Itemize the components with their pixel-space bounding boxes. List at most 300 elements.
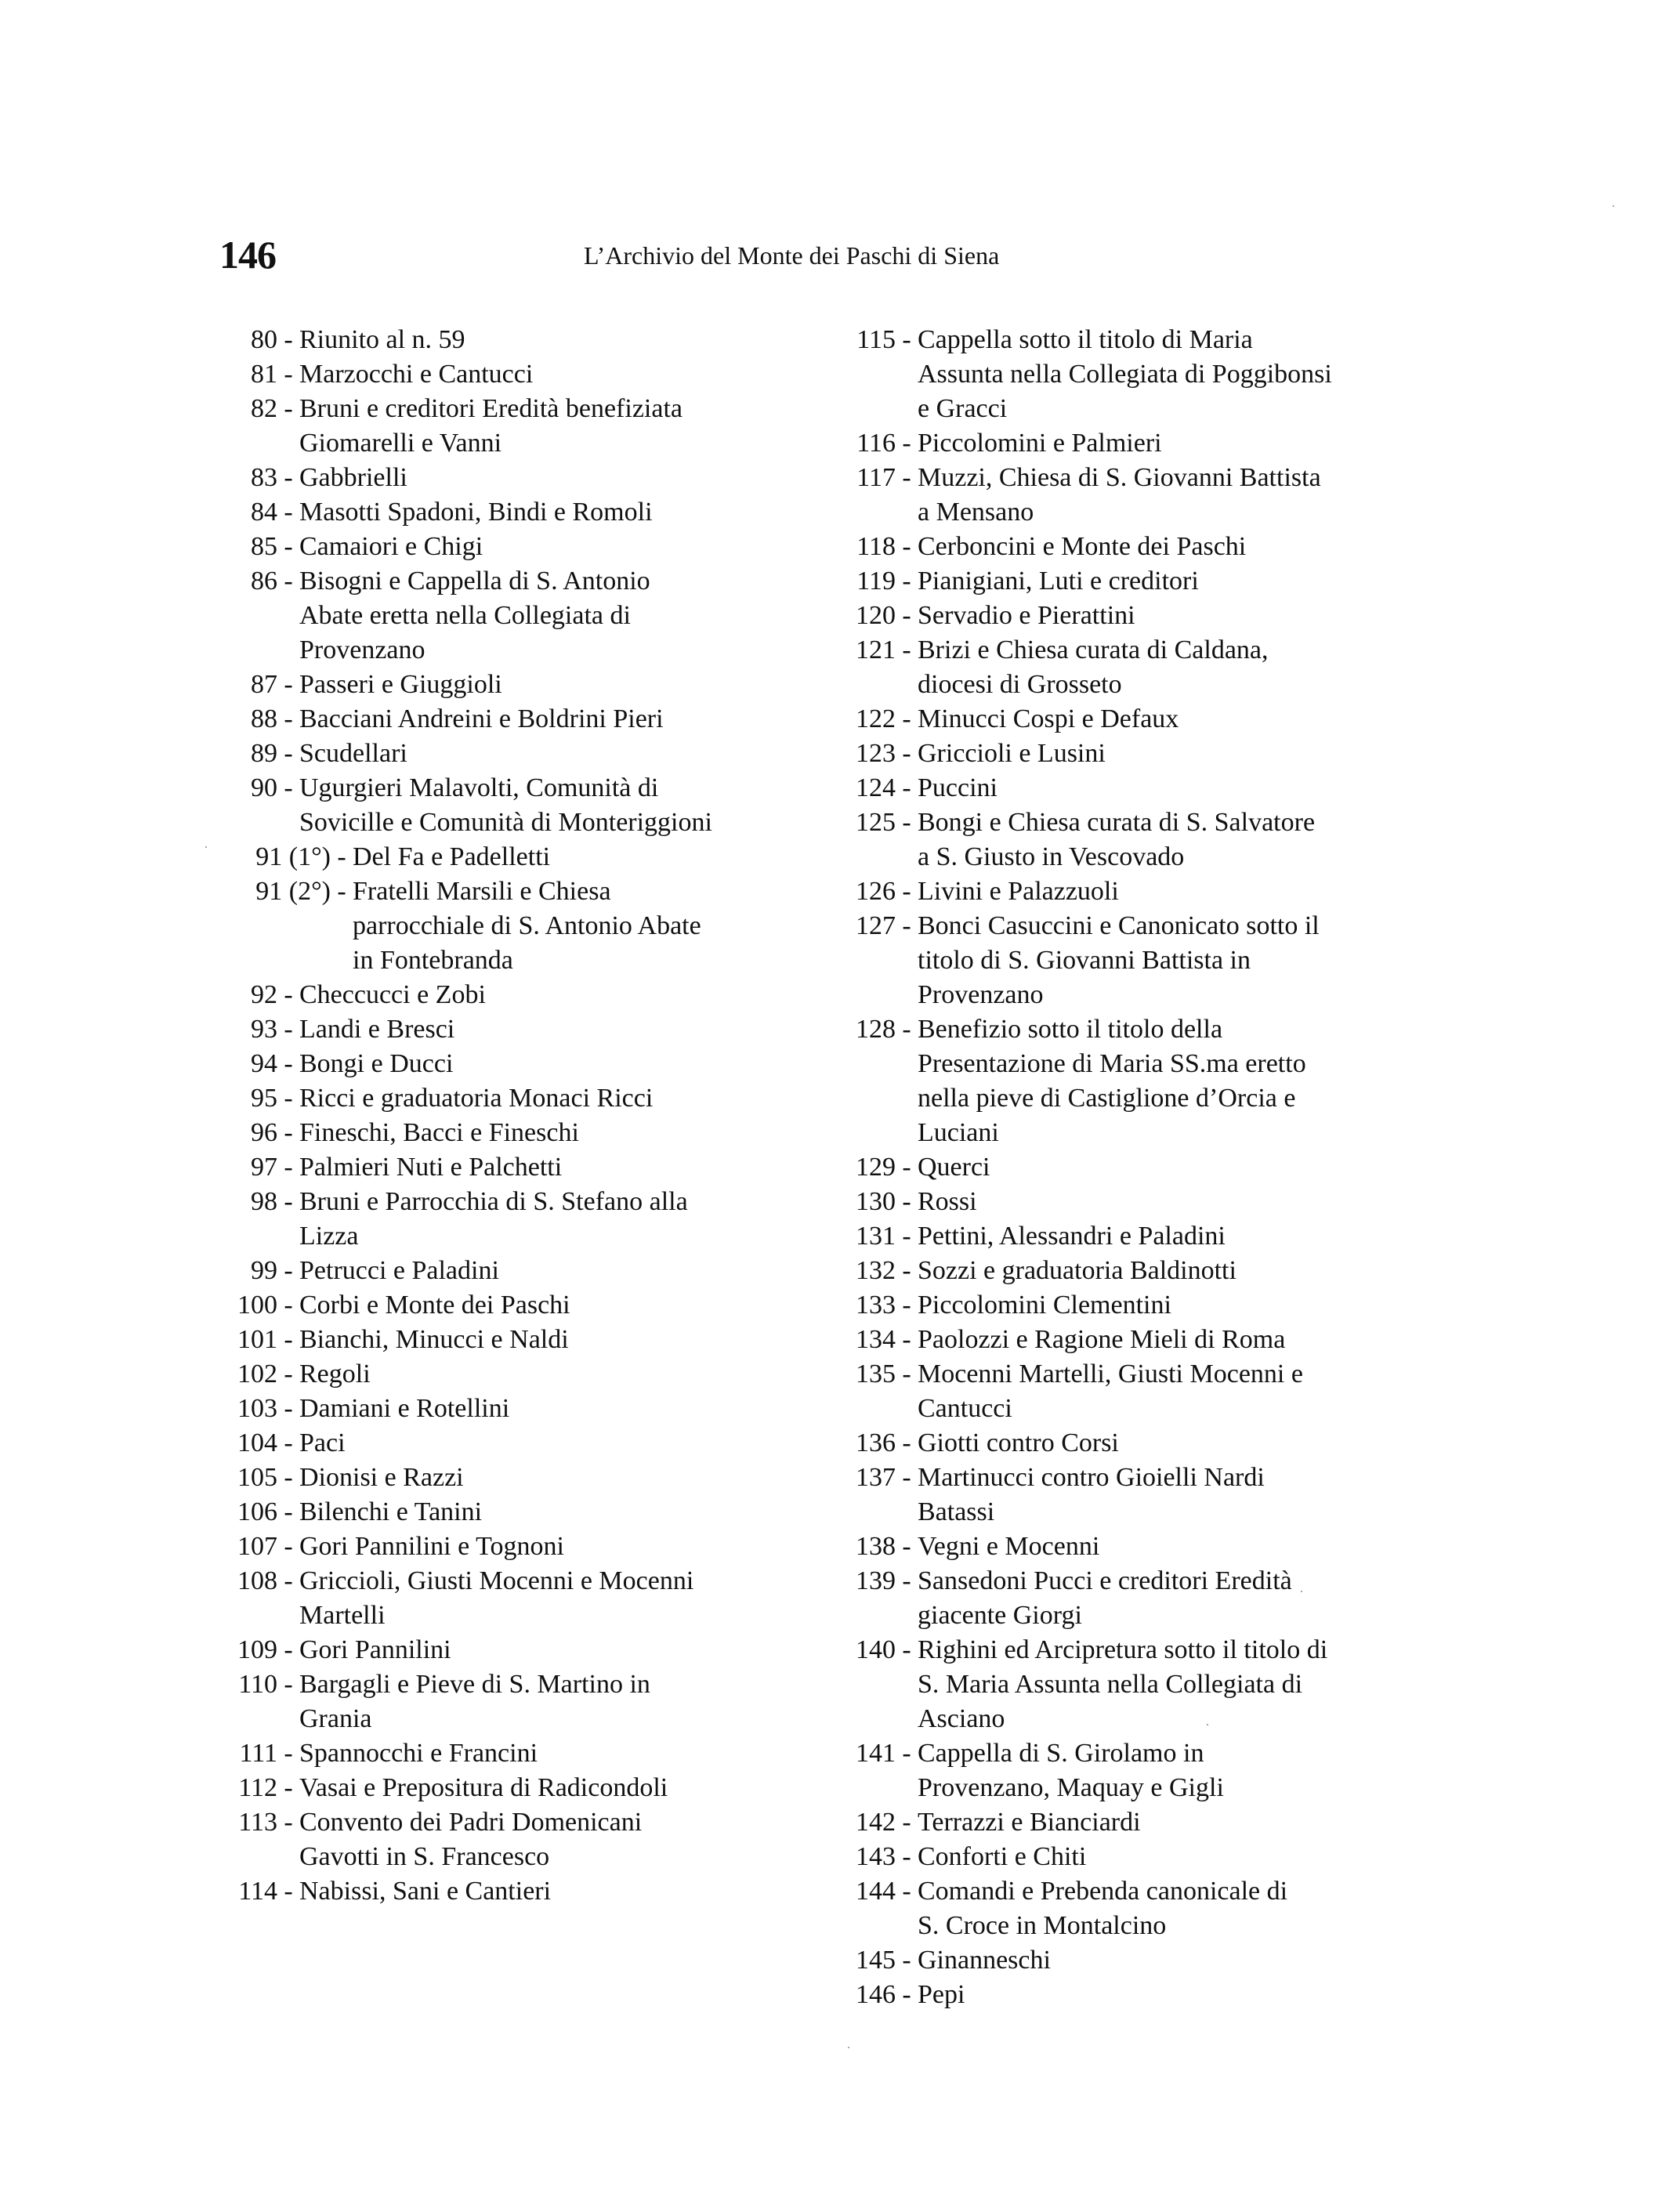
entry-text: Querci xyxy=(918,1153,990,1182)
entry-text: Piccolomini Clementini xyxy=(918,1291,1171,1320)
entry-separator: - xyxy=(902,1153,911,1182)
entry-first-line xyxy=(819,1461,1414,1495)
entry-separator: - xyxy=(902,635,911,664)
entry-first-line xyxy=(819,1323,1414,1357)
entry-separator: - xyxy=(284,1291,293,1320)
entry-first-line xyxy=(819,633,1414,668)
entry-separator: - xyxy=(284,1084,293,1113)
entry-number: 139 xyxy=(856,1566,896,1595)
entry-first-line xyxy=(212,1288,776,1323)
entry-first-line xyxy=(819,1185,1414,1219)
entry-first-line xyxy=(212,1150,776,1185)
list-entry xyxy=(819,1426,1414,1461)
entry-separator: - xyxy=(284,1566,293,1595)
entry-continuation-line: parrocchiale di S. Antonio Abate xyxy=(353,911,701,940)
entry-continuation-line: titolo di S. Giovanni Battista in xyxy=(918,946,1251,975)
entry-number: 91 (2°) xyxy=(255,877,331,906)
entry-text: Martinucci contro Gioielli Nardi xyxy=(918,1463,1265,1492)
entry-number: 118 xyxy=(856,532,896,561)
entry-text: Petrucci e Paladini xyxy=(299,1256,499,1285)
entry-text: Ricci e graduatoria Monaci Ricci xyxy=(299,1084,654,1113)
entry-first-line xyxy=(212,1461,776,1495)
entry-continuation-line: Sovicille e Comunità di Monteriggioni xyxy=(299,808,712,837)
running-title: L’Archivio del Monte dei Paschi di Siena xyxy=(584,241,1000,270)
list-entry xyxy=(212,1185,776,1254)
entry-text: Ginanneschi xyxy=(918,1946,1051,1975)
entry-separator: - xyxy=(284,670,293,699)
list-entry xyxy=(212,1530,776,1564)
list-entry xyxy=(819,1357,1414,1426)
list-entry xyxy=(212,1736,776,1771)
entry-text: Bilenchi e Tanini xyxy=(299,1497,483,1526)
entry-number: 125 xyxy=(856,808,896,837)
entry-text: Cerboncini e Monte dei Paschi xyxy=(918,532,1247,561)
entry-continuation-line: e Gracci xyxy=(918,394,1008,423)
list-entry xyxy=(212,1047,776,1081)
entry-first-line xyxy=(212,1012,776,1047)
list-entry xyxy=(819,1736,1414,1805)
entry-number: 88 xyxy=(251,704,277,733)
list-entry xyxy=(212,771,776,840)
list-entry xyxy=(819,633,1414,702)
entry-number: 111 xyxy=(239,1739,277,1768)
entry-first-line xyxy=(819,1874,1414,1909)
entry-text: Del Fa e Padelletti xyxy=(353,842,551,871)
entry-continuation-line: in Fontebranda xyxy=(353,946,513,975)
entry-number: 142 xyxy=(856,1808,896,1837)
entry-separator: - xyxy=(902,1222,911,1251)
entry-continuation-line: Provenzano xyxy=(918,980,1044,1009)
entry-separator: - xyxy=(902,567,911,596)
entry-separator: - xyxy=(284,1153,293,1182)
list-entry xyxy=(819,909,1414,1012)
entry-text: Servadio e Pierattini xyxy=(918,601,1135,630)
list-entry xyxy=(212,702,776,737)
entry-continuation-line: Grania xyxy=(299,1704,372,1733)
entry-text: Giotti contro Corsi xyxy=(918,1428,1119,1457)
entry-text: Conforti e Chiti xyxy=(918,1842,1087,1871)
entry-text: Benefizio sotto il titolo della xyxy=(918,1015,1223,1044)
list-entry xyxy=(212,392,776,461)
entry-first-line xyxy=(212,357,776,392)
entry-first-line xyxy=(212,392,776,426)
entry-number: 109 xyxy=(237,1635,277,1664)
entry-first-line xyxy=(212,323,776,357)
entry-text: Damiani e Rotellini xyxy=(299,1394,510,1423)
entry-number: 127 xyxy=(856,911,896,940)
list-entry xyxy=(819,1012,1414,1150)
list-entry xyxy=(212,1150,776,1185)
entry-separator: - xyxy=(284,463,293,492)
entry-first-line xyxy=(819,1633,1414,1667)
entry-separator: - xyxy=(902,808,911,837)
entry-text: Vegni e Mocenni xyxy=(918,1532,1100,1561)
entry-separator: - xyxy=(902,1325,911,1354)
entry-number: 137 xyxy=(856,1463,896,1492)
entry-number: 144 xyxy=(856,1877,896,1906)
entry-number: 83 xyxy=(251,463,277,492)
list-entry xyxy=(212,357,776,392)
entry-text: Rossi xyxy=(918,1187,977,1216)
entry-separator: - xyxy=(284,1256,293,1285)
entry-text: Minucci Cospi e Defaux xyxy=(918,704,1179,733)
entry-text: Gori Pannilini e Tognoni xyxy=(299,1532,564,1561)
entry-separator: - xyxy=(284,1463,293,1492)
entry-separator: - xyxy=(902,1463,911,1492)
entry-number: 141 xyxy=(856,1739,896,1768)
entry-text: Palmieri Nuti e Palchetti xyxy=(299,1153,563,1182)
list-entry xyxy=(819,564,1414,599)
entry-separator: - xyxy=(284,1773,293,1802)
list-entry xyxy=(819,1874,1414,1943)
list-entry xyxy=(819,1978,1414,2012)
entry-first-line xyxy=(819,874,1414,909)
entry-continuation-line: Gavotti in S. Francesco xyxy=(299,1842,550,1871)
entry-first-line xyxy=(212,1530,776,1564)
scan-speck xyxy=(205,846,207,848)
entry-number: 126 xyxy=(856,877,896,906)
entry-number: 107 xyxy=(237,1532,277,1561)
entry-first-line xyxy=(819,599,1414,633)
entry-continuation-line: S. Maria Assunta nella Collegiata di xyxy=(918,1670,1303,1699)
entry-text: Bongi e Ducci xyxy=(299,1049,454,1078)
entry-separator: - xyxy=(902,1566,911,1595)
entry-number: 82 xyxy=(251,394,277,423)
entry-separator: - xyxy=(284,498,293,527)
entry-text: Livini e Palazzuoli xyxy=(918,877,1119,906)
list-entry xyxy=(212,1461,776,1495)
entry-separator: - xyxy=(284,1325,293,1354)
entry-number: 95 xyxy=(251,1084,277,1113)
entry-text: Marzocchi e Cantucci xyxy=(299,360,534,389)
list-entry xyxy=(212,461,776,495)
entry-text: Brizi e Chiesa curata di Caldana, xyxy=(918,635,1269,664)
entry-number: 94 xyxy=(251,1049,277,1078)
list-entry xyxy=(819,874,1414,909)
entry-text: Fineschi, Bacci e Fineschi xyxy=(299,1118,579,1147)
entry-text: Masotti Spadoni, Bindi e Romoli xyxy=(299,498,653,527)
scan-speck xyxy=(1301,1591,1302,1592)
scan-speck xyxy=(1207,1724,1208,1725)
entry-number: 140 xyxy=(856,1635,896,1664)
list-entry xyxy=(819,530,1414,564)
entry-number: 89 xyxy=(251,739,277,768)
entry-first-line xyxy=(819,702,1414,737)
entry-separator: - xyxy=(284,1532,293,1561)
list-entry xyxy=(819,1461,1414,1530)
entry-first-line xyxy=(819,1012,1414,1047)
list-entry xyxy=(819,1564,1414,1633)
entry-first-line xyxy=(212,530,776,564)
entry-separator: - xyxy=(902,1635,911,1664)
entry-separator: - xyxy=(284,1739,293,1768)
entry-number: 130 xyxy=(856,1187,896,1216)
entry-separator: - xyxy=(902,532,911,561)
entry-first-line xyxy=(212,1564,776,1598)
entry-first-line xyxy=(819,530,1414,564)
entry-first-line xyxy=(212,1116,776,1150)
entry-first-line xyxy=(819,1564,1414,1598)
entry-separator: - xyxy=(902,325,911,354)
list-entry xyxy=(819,461,1414,530)
entry-number: 116 xyxy=(856,429,896,458)
entry-first-line xyxy=(212,702,776,737)
entry-separator: - xyxy=(284,1015,293,1044)
entry-text: Paci xyxy=(299,1428,346,1457)
entry-number: 143 xyxy=(856,1842,896,1871)
entry-first-line xyxy=(212,461,776,495)
list-entry xyxy=(819,1254,1414,1288)
entry-number: 117 xyxy=(856,463,896,492)
list-entry xyxy=(212,564,776,668)
entry-separator: - xyxy=(337,877,346,906)
list-entry xyxy=(212,840,776,874)
entry-first-line xyxy=(212,737,776,771)
entry-continuation-line: Assunta nella Collegiata di Poggibonsi xyxy=(918,360,1332,389)
entry-separator: - xyxy=(902,1946,911,1975)
entry-continuation-line: Asciano xyxy=(918,1704,1005,1733)
list-entry xyxy=(819,1219,1414,1254)
entry-number: 86 xyxy=(251,567,277,596)
entry-first-line xyxy=(212,874,776,909)
entry-first-line xyxy=(819,323,1414,357)
entry-number: 110 xyxy=(238,1670,277,1699)
entry-number: 99 xyxy=(251,1256,277,1285)
entry-text: Sozzi e graduatoria Baldinotti xyxy=(918,1256,1236,1285)
entry-number: 132 xyxy=(856,1256,896,1285)
entry-text: Bisogni e Cappella di S. Antonio xyxy=(299,567,650,596)
entry-text: Bongi e Chiesa curata di S. Salvatore xyxy=(918,808,1316,837)
entry-number: 119 xyxy=(856,567,896,596)
entry-separator: - xyxy=(284,1497,293,1526)
entry-continuation-line: Presentazione di Maria SS.ma eretto xyxy=(918,1049,1306,1078)
list-entry xyxy=(212,668,776,702)
entry-separator: - xyxy=(902,739,911,768)
entry-first-line xyxy=(819,909,1414,943)
entry-text: Cappella di S. Girolamo in xyxy=(918,1739,1204,1768)
entry-first-line xyxy=(212,564,776,599)
list-entry xyxy=(819,1185,1414,1219)
entry-number: 96 xyxy=(251,1118,277,1147)
entry-text: Regoli xyxy=(299,1359,371,1388)
list-entry xyxy=(212,1564,776,1633)
entry-separator: - xyxy=(902,773,911,802)
entry-first-line xyxy=(212,1357,776,1392)
entry-first-line xyxy=(212,1874,776,1909)
entry-text: Spannocchi e Francini xyxy=(299,1739,538,1768)
entry-text: Convento dei Padri Domenicani xyxy=(299,1808,643,1837)
entry-number: 113 xyxy=(238,1808,277,1837)
entry-text: Camaiori e Chigi xyxy=(299,532,483,561)
list-entry xyxy=(212,1357,776,1392)
entry-text: Passeri e Giuggioli xyxy=(299,670,502,699)
entry-text: Pepi xyxy=(918,1980,965,2009)
entry-number: 133 xyxy=(856,1291,896,1320)
entry-text: Landi e Bresci xyxy=(299,1015,455,1044)
entry-first-line xyxy=(819,806,1414,840)
entry-first-line xyxy=(819,564,1414,599)
entry-separator: - xyxy=(284,1359,293,1388)
entry-number: 101 xyxy=(237,1325,277,1354)
entry-first-line xyxy=(819,1530,1414,1564)
entry-number: 85 xyxy=(251,532,277,561)
entry-separator: - xyxy=(902,1842,911,1871)
entry-first-line xyxy=(819,1219,1414,1254)
entry-continuation-line: nella pieve di Castiglione d’Orcia e xyxy=(918,1084,1296,1113)
entry-number: 103 xyxy=(237,1394,277,1423)
entry-first-line xyxy=(212,1323,776,1357)
entry-first-line xyxy=(212,1667,776,1702)
scan-speck xyxy=(848,2047,849,2048)
entry-separator: - xyxy=(902,877,911,906)
entry-first-line xyxy=(819,1840,1414,1874)
entry-text: Bianchi, Minucci e Naldi xyxy=(299,1325,569,1354)
page-number: 146 xyxy=(219,233,276,277)
entry-first-line xyxy=(819,1978,1414,2012)
entry-number: 104 xyxy=(237,1428,277,1457)
list-entry xyxy=(819,771,1414,806)
entry-first-line xyxy=(212,1633,776,1667)
entry-separator: - xyxy=(902,1015,911,1044)
list-entry xyxy=(212,1323,776,1357)
entry-number: 145 xyxy=(856,1946,896,1975)
entry-text: Piccolomini e Palmieri xyxy=(918,429,1162,458)
entry-number: 138 xyxy=(856,1532,896,1561)
entry-first-line xyxy=(212,1254,776,1288)
entry-number: 84 xyxy=(251,498,277,527)
entry-text: Righini ed Arcipretura sotto il titolo di xyxy=(918,1635,1328,1664)
entry-text: Gabbrielli xyxy=(299,463,407,492)
entry-number: 100 xyxy=(237,1291,277,1320)
entry-number: 128 xyxy=(856,1015,896,1044)
entry-first-line xyxy=(819,1254,1414,1288)
entry-separator: - xyxy=(902,911,911,940)
entry-continuation-line: a S. Giusto in Vescovado xyxy=(918,842,1185,871)
entry-text: Sansedoni Pucci e creditori Eredità xyxy=(918,1566,1292,1595)
list-entry xyxy=(212,1426,776,1461)
list-entry xyxy=(212,978,776,1012)
list-entry xyxy=(819,1633,1414,1736)
entry-text: Pianigiani, Luti e creditori xyxy=(918,567,1199,596)
entry-separator: - xyxy=(337,842,346,871)
entry-separator: - xyxy=(902,704,911,733)
entry-separator: - xyxy=(902,429,911,458)
entry-number: 98 xyxy=(251,1187,277,1216)
entry-separator: - xyxy=(284,1877,293,1906)
list-entry xyxy=(819,599,1414,633)
entry-separator: - xyxy=(902,1291,911,1320)
entry-separator: - xyxy=(284,1635,293,1664)
entry-separator: - xyxy=(902,1187,911,1216)
list-entry xyxy=(212,530,776,564)
entry-separator: - xyxy=(902,601,911,630)
entry-number: 120 xyxy=(856,601,896,630)
entry-first-line xyxy=(212,1495,776,1530)
entry-number: 114 xyxy=(238,1877,277,1906)
entry-number: 115 xyxy=(856,325,896,354)
list-entry xyxy=(212,737,776,771)
entry-continuation-line: S. Croce in Montalcino xyxy=(918,1911,1167,1940)
entry-number: 87 xyxy=(251,670,277,699)
entry-text: Bruni e Parrocchia di S. Stefano alla xyxy=(299,1187,688,1216)
list-entry xyxy=(212,1805,776,1874)
entry-number: 146 xyxy=(856,1980,896,2009)
list-entry xyxy=(212,495,776,530)
entry-text: Cappella sotto il titolo di Maria xyxy=(918,325,1253,354)
list-entry xyxy=(819,1150,1414,1185)
entry-separator: - xyxy=(902,1739,911,1768)
list-entry xyxy=(819,1288,1414,1323)
entry-continuation-line: giacente Giorgi xyxy=(918,1601,1082,1630)
entry-number: 108 xyxy=(237,1566,277,1595)
entry-text: Comandi e Prebenda canonicale di xyxy=(918,1877,1288,1906)
entry-number: 91 (1°) xyxy=(255,842,331,871)
list-entry xyxy=(212,1874,776,1909)
right-column xyxy=(819,323,1414,2012)
list-entry xyxy=(212,1012,776,1047)
entry-first-line xyxy=(212,495,776,530)
entry-continuation-line: diocesi di Grosseto xyxy=(918,670,1122,699)
entry-first-line xyxy=(819,771,1414,806)
entry-text: Bacciani Andreini e Boldrini Pieri xyxy=(299,704,664,733)
entry-continuation-line: Batassi xyxy=(918,1497,995,1526)
entry-number: 93 xyxy=(251,1015,277,1044)
entry-number: 81 xyxy=(251,360,277,389)
entry-number: 90 xyxy=(251,773,277,802)
entry-continuation-line: Provenzano xyxy=(299,635,425,664)
entry-first-line xyxy=(212,1426,776,1461)
entry-first-line xyxy=(819,1736,1414,1771)
entry-separator: - xyxy=(284,773,293,802)
entry-first-line xyxy=(819,1943,1414,1978)
entry-first-line xyxy=(212,840,776,874)
entry-text: Vasai e Prepositura di Radicondoli xyxy=(299,1773,668,1802)
list-entry xyxy=(819,323,1414,426)
entry-separator: - xyxy=(284,394,293,423)
list-entry xyxy=(819,806,1414,874)
entry-continuation-line: Martelli xyxy=(299,1601,386,1630)
entry-first-line xyxy=(212,978,776,1012)
entry-text: Scudellari xyxy=(299,739,407,768)
entry-text: Ugurgieri Malavolti, Comunità di xyxy=(299,773,659,802)
list-entry xyxy=(212,1392,776,1426)
entry-number: 123 xyxy=(856,739,896,768)
entry-separator: - xyxy=(902,1428,911,1457)
entry-text: Gori Pannilini xyxy=(299,1635,451,1664)
list-entry xyxy=(212,1288,776,1323)
entry-number: 106 xyxy=(237,1497,277,1526)
entry-text: Corbi e Monte dei Paschi xyxy=(299,1291,570,1320)
entry-number: 122 xyxy=(856,704,896,733)
entry-text: Riunito al n. 59 xyxy=(299,325,465,354)
entry-text: Bargagli e Pieve di S. Martino in xyxy=(299,1670,650,1699)
entry-separator: - xyxy=(284,1670,293,1699)
entry-text: Griccioli e Lusini xyxy=(918,739,1106,768)
entry-separator: - xyxy=(284,1118,293,1147)
list-entry xyxy=(212,1081,776,1116)
list-entry xyxy=(212,1495,776,1530)
entry-number: 80 xyxy=(251,325,277,354)
entry-separator: - xyxy=(284,739,293,768)
entry-text: Griccioli, Giusti Mocenni e Mocenni xyxy=(299,1566,694,1595)
entry-first-line xyxy=(819,461,1414,495)
entry-text: Fratelli Marsili e Chiesa xyxy=(353,877,611,906)
list-entry xyxy=(212,1667,776,1736)
entry-continuation-line: Giomarelli e Vanni xyxy=(299,429,502,458)
entry-first-line xyxy=(819,737,1414,771)
entry-continuation-line: Abate eretta nella Collegiata di xyxy=(299,601,631,630)
entry-first-line xyxy=(819,1805,1414,1840)
